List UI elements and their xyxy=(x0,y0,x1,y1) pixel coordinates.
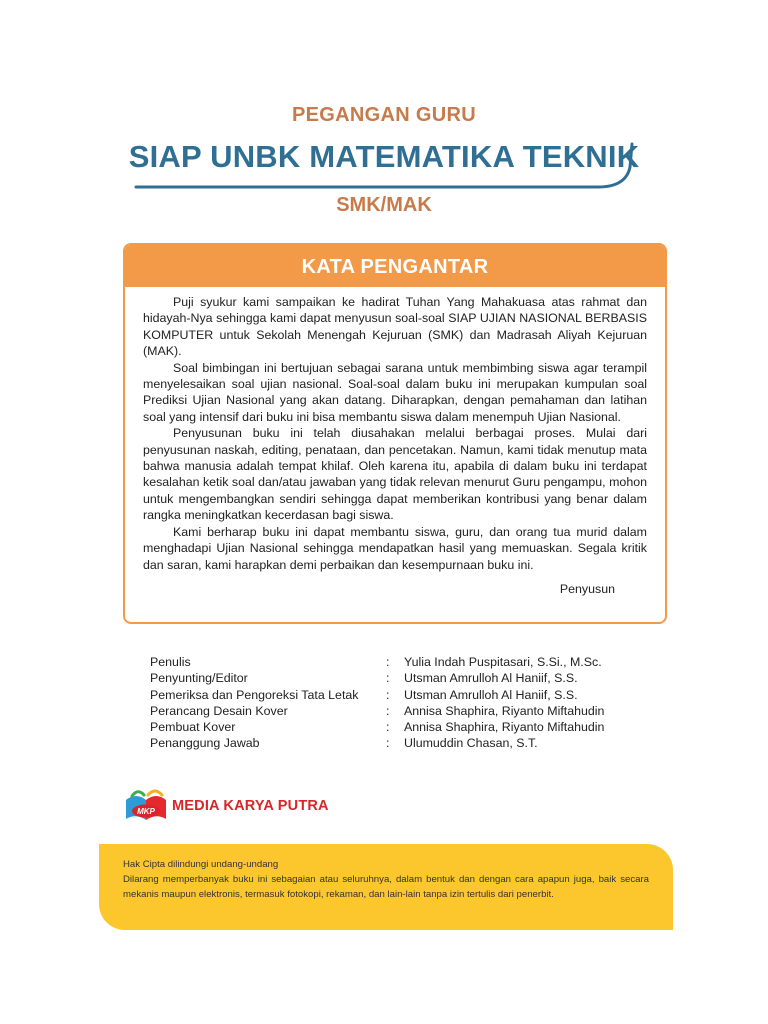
credit-role: Penulis xyxy=(150,655,191,669)
credits-list xyxy=(150,654,670,752)
credit-name: Ulumuddin Chasan, S.T. xyxy=(404,736,538,751)
preface-paragraph: Kami berharap buku ini dapat membantu siswa, guru, dan orang tua murid dalam menghadapi Ujian Nasional sehingga mendapatkan hasil yang memuaskan. Segala kritik dan saran, kami harapkan demi perbaikan dan kesempurnaan buku ini. xyxy=(143,524,647,572)
publisher-logo-text: MKP xyxy=(137,807,155,816)
copyright-body: Dilarang memperbanyak buku ini sebagaian atau seluruhnya, dalam bentuk dan dengan cara apapun juga, baik secara mekanis maupun elektronis, termasuk fotokopi, rekaman, dan lain-lain tanpa izin tertulis dari penerbit. xyxy=(123,874,649,900)
credit-colon: : xyxy=(386,687,390,702)
preface-signature: Penyusun xyxy=(559,581,615,596)
book-subtitle: SMK/MAK xyxy=(336,194,432,216)
preface-paragraph: Penyusunan buku ini telah diusahakan melalui berbagai proses. Mulai dari penyusunan naskah, editing, penataan, dan pencetakan. Namun, kami tidak menutup mata bahwa manusia adalah tempat khilaf. Oleh karena itu, apabila di dalam buku ini terdapat kesalahan ketik soal dan/atau jawaban yang tidak relevan menurut Guru pengampu, mohon untuk mengembangkan sendiri sehingga dapat memberikan kontribusi yang benar dalam rangka meningkatkan kecerdasan bagi siswa. xyxy=(143,426,647,523)
credit-name: Utsman Amrulloh Al Haniif, S.S. xyxy=(404,687,578,702)
credit-colon: : xyxy=(386,703,390,718)
copyright-heading: Hak Cipta dilindungi undang-undang xyxy=(123,859,279,870)
credit-row xyxy=(150,670,670,686)
credit-role: Perancang Desain Kover xyxy=(150,703,288,718)
credit-colon: : xyxy=(386,671,390,686)
preface-paragraph: Puji syukur kami sampaikan ke hadirat Tuhan Yang Mahakuasa atas rahmat dan hidayah-Nya sehingga kami dapat menyusun soal-soal SIAP UJIAN NASIONAL BERBASIS KOMPUTER untuk Sekolah Menengah Kejuruan (SMK) dan Madrasah Aliyah Kejuruan (MAK). xyxy=(143,295,647,359)
book-title: SIAP UNBK MATEMATIKA TEKNIK xyxy=(128,139,640,174)
copyright-notice xyxy=(99,844,673,930)
credit-row xyxy=(150,654,670,670)
credit-name: Yulia Indah Puspitasari, S.Si., M.Sc. xyxy=(404,655,602,669)
publisher-brand xyxy=(122,786,329,826)
credit-name: Annisa Shaphira, Riyanto Miftahudin xyxy=(404,720,605,735)
credit-name: Annisa Shaphira, Riyanto Miftahudin xyxy=(404,703,605,718)
credit-colon: : xyxy=(386,720,390,735)
credit-row xyxy=(150,719,670,735)
credit-row xyxy=(150,687,670,703)
publisher-name: MEDIA KARYA PUTRA xyxy=(172,798,329,814)
credit-role: Pembuat Kover xyxy=(150,720,236,735)
credit-role: Penyunting/Editor xyxy=(150,671,248,686)
preface-paragraph: Soal bimbingan ini bertujuan sebagai sarana untuk membimbing siswa agar terampil menyelesaikan soal ujian nasional. Soal-soal dalam buku ini merupakan kumpulan soal Prediksi Ujian Nasional yang akan datang. Diharapkan, dengan pemahaman dan latihan soal yang intensif dari buku ini bisa membantu siswa dalam menempuh Ujian Nasional. xyxy=(143,360,647,424)
credit-name: Utsman Amrulloh Al Haniif, S.S. xyxy=(404,671,578,686)
preface-body xyxy=(125,287,665,597)
open-book-logo-icon xyxy=(122,786,170,826)
preface-heading: KATA PENGANTAR xyxy=(125,245,665,287)
credit-role: Penanggung Jawab xyxy=(150,736,260,751)
credit-colon: : xyxy=(386,655,390,669)
book-kicker: PEGANGAN GURU xyxy=(292,104,476,126)
credit-colon: : xyxy=(386,736,390,751)
credit-row xyxy=(150,703,670,719)
credit-row xyxy=(150,735,670,751)
preface-box xyxy=(123,243,667,624)
credit-role: Pemeriksa dan Pengoreksi Tata Letak xyxy=(150,687,359,702)
